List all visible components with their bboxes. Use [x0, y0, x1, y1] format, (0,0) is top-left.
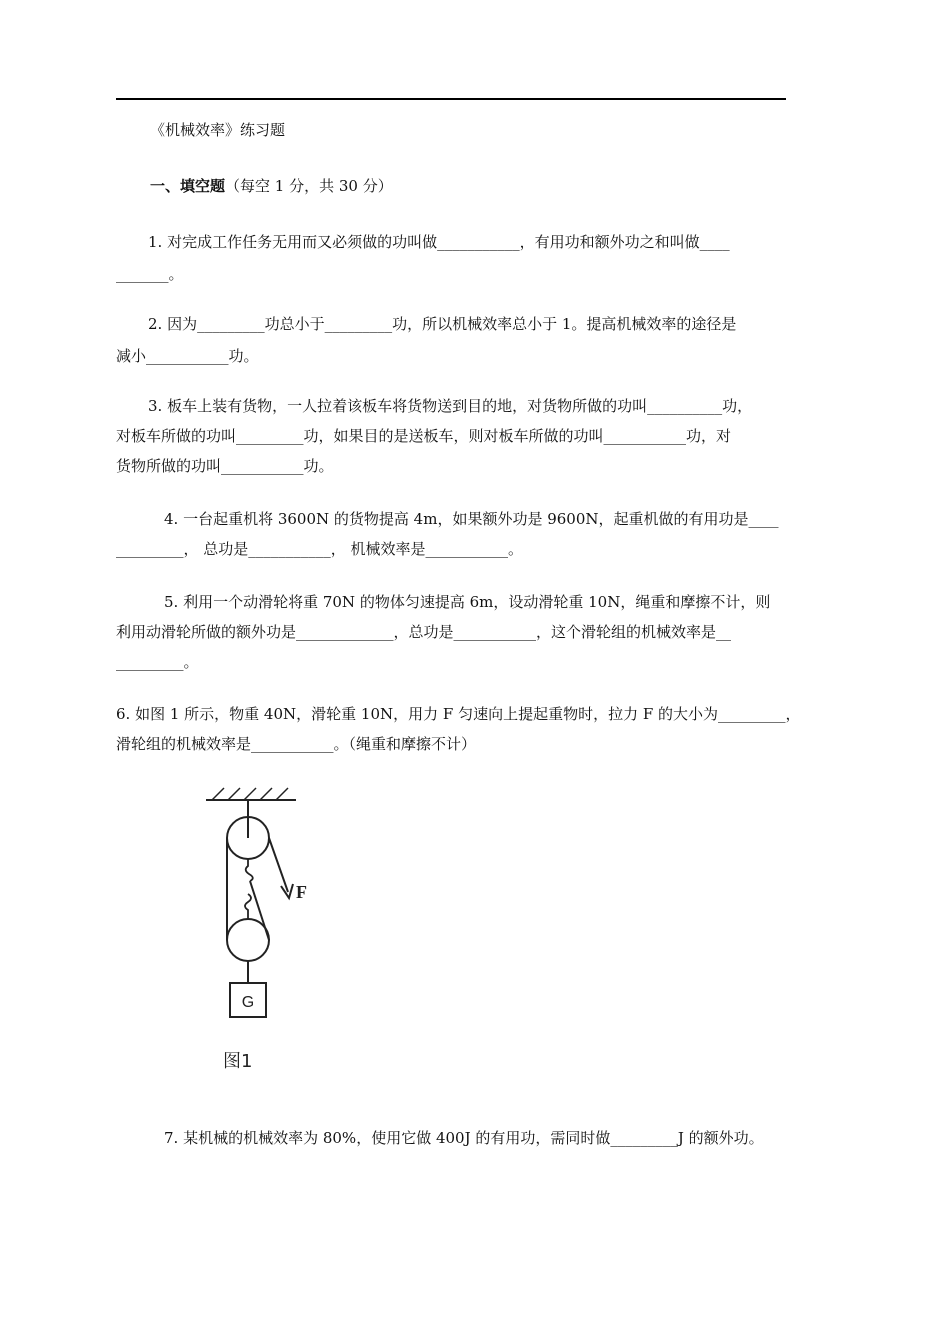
document-title: 《机械效率》练习题	[150, 121, 286, 139]
figure-caption: 图1	[223, 1051, 253, 1072]
rope-middle	[250, 881, 269, 940]
weight-label: G	[241, 994, 255, 1011]
question-4-line-2: _________， 总功是___________， 机械效率是___________。	[116, 540, 524, 558]
question-6-line-1: 6. 如图 1 所示，物重 40N，滑轮重 10N，用力 F 匀速向上提起重物时，拉力 F 的大小为_________，	[116, 705, 801, 723]
question-2-line-2: 减小___________功。	[116, 347, 259, 365]
movable-pulley	[227, 919, 269, 961]
section-heading	[150, 170, 393, 202]
pulley-diagram	[128, 780, 368, 1080]
question-4-line-1: 4. 一台起重机将 3600N 的货物提高 4m，如果额外功是 9600N，起重机做的有用功是____	[164, 510, 779, 528]
question-3-line-1: 3. 板车上装有货物，一人拉着该板车将货物送到目的地，对货物所做的功叫__________功，	[148, 397, 753, 415]
question-1-line-1: 1. 对完成工作任务无用而又必须做的功叫做___________，有用功和额外功之和叫做____	[148, 233, 730, 251]
ceiling-hatching	[212, 788, 288, 800]
question-2-line-1: 2. 因为_________功总小于_________功，所以机械效率总小于 1。提高机械效率的途径是	[148, 315, 737, 333]
lower-hook	[245, 894, 251, 919]
question-7-line-1: 7. 某机械的机械效率为 80%，使用它做 400J 的有用功，需同时做_________J 的额外功。	[164, 1129, 764, 1147]
force-label: F	[296, 882, 307, 902]
question-3-line-2: 对板车所做的功叫_________功，如果目的是送板车，则对板车所做的功叫___________功，对	[116, 427, 732, 445]
header-rule	[116, 98, 786, 100]
section-heading-label: 一、填空题	[150, 177, 226, 195]
question-1-line-2: _______。	[116, 265, 184, 283]
pulley-figure	[128, 780, 368, 1080]
question-6-line-2: 滑轮组的机械效率是___________。（绳重和摩擦不计）	[116, 735, 477, 753]
section-score-note: （每空 1 分，共 30 分）	[225, 177, 393, 195]
question-5-line-1: 5. 利用一个动滑轮将重 70N 的物体匀速提高 6m，设动滑轮重 10N，绳重和摩擦不计，则	[164, 593, 771, 611]
rope-free-end	[269, 838, 288, 892]
upper-hook	[246, 859, 253, 881]
question-5-line-2: 利用动滑轮所做的额外功是_____________，总功是___________，这个滑轮组的机械效率是__	[116, 623, 732, 641]
question-3-line-3: 货物所做的功叫___________功。	[116, 457, 334, 475]
question-5-line-3: _________。	[116, 653, 199, 671]
